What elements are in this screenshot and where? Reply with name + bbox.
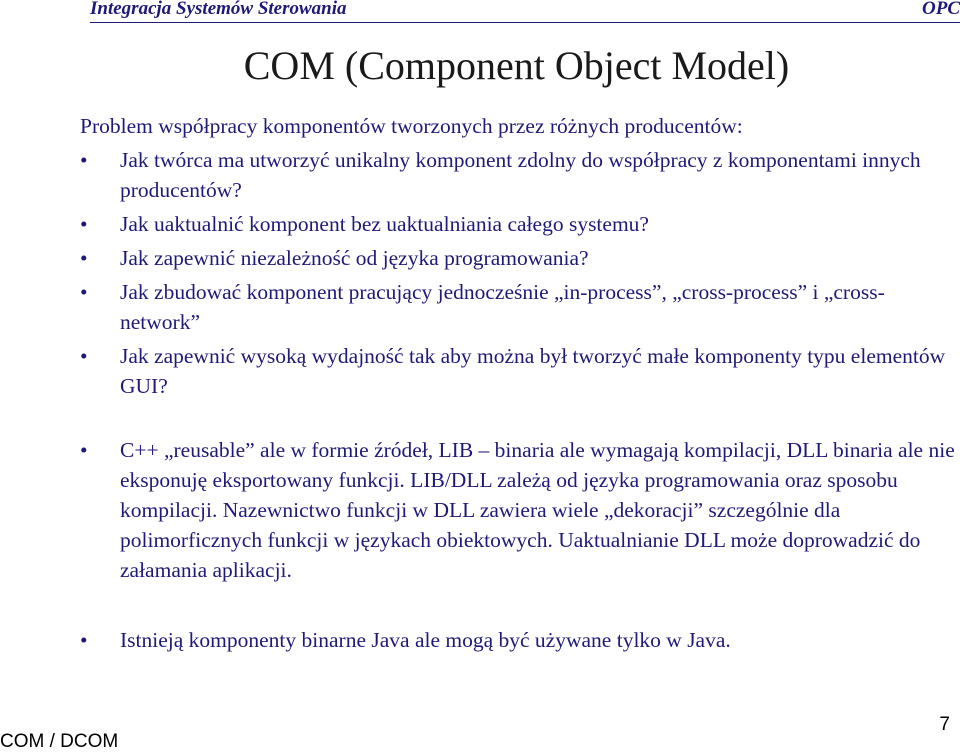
- bullet-icon: •: [80, 148, 88, 172]
- bullet-icon: •: [80, 280, 88, 304]
- list-item-text: C++ „reusable” ale w formie źródeł, LIB – binaria ale wymagają kompilacji, DLL binaria ale nie eksponuję eksportowany funkcji. LIB/DLL zależą od języka programowania oraz sposobu kompilacji. Nazewnictwo funkcji w DLL zawiera wiele „dekoracji” szczególnie dla polimorficznych funkcji w językach obiektowych. Uaktualnianie DLL może doprowadzić do załamania aplikacji.: [120, 438, 955, 582]
- bullet-icon: •: [80, 628, 88, 652]
- list-item-text: Jak zapewnić niezależność od języka programowania?: [120, 246, 589, 270]
- slide-header: [90, 0, 960, 23]
- section-title: OPC: [922, 0, 960, 19]
- list-item: [80, 209, 955, 239]
- list-item: [80, 625, 955, 655]
- list-item-text: Jak zapewnić wysoką wydajność tak aby można był tworzyć małe komponenty typu elementów GUI?: [120, 344, 946, 398]
- list-item: [80, 341, 955, 401]
- intro-text: Problem współpracy komponentów tworzonych przez różnych producentów:: [80, 114, 743, 138]
- list-item-text: Jak twórca ma utworzyć unikalny komponent zdolny do współpracy z komponentami innych producentów?: [120, 148, 921, 202]
- list-item-text: Jak zbudować komponent pracujący jednocześnie „in-process”, „cross-process” i „cross-network”: [120, 280, 885, 334]
- list-item-text: Jak uaktualnić komponent bez uaktualniania całego systemu?: [120, 212, 649, 236]
- bullet-icon: •: [80, 246, 88, 270]
- list-item: [80, 435, 955, 585]
- bullet-icon: •: [80, 438, 88, 462]
- course-title: Integracja Systemów Sterowania: [90, 0, 347, 19]
- bullet-icon: •: [80, 344, 88, 368]
- list-item: [80, 243, 955, 273]
- footer-topic: COM / DCOM: [0, 731, 119, 752]
- slide-content: [80, 111, 955, 659]
- list-item-text: Istnieją komponenty binarne Java ale mogą być używane tylko w Java.: [120, 628, 731, 652]
- bullet-icon: •: [80, 212, 88, 236]
- slide-footer: [0, 713, 960, 755]
- page-number: 7: [939, 714, 950, 735]
- slide-title: COM (Component Object Model): [243, 43, 790, 88]
- list-item: [80, 145, 955, 205]
- list-item: [80, 277, 955, 337]
